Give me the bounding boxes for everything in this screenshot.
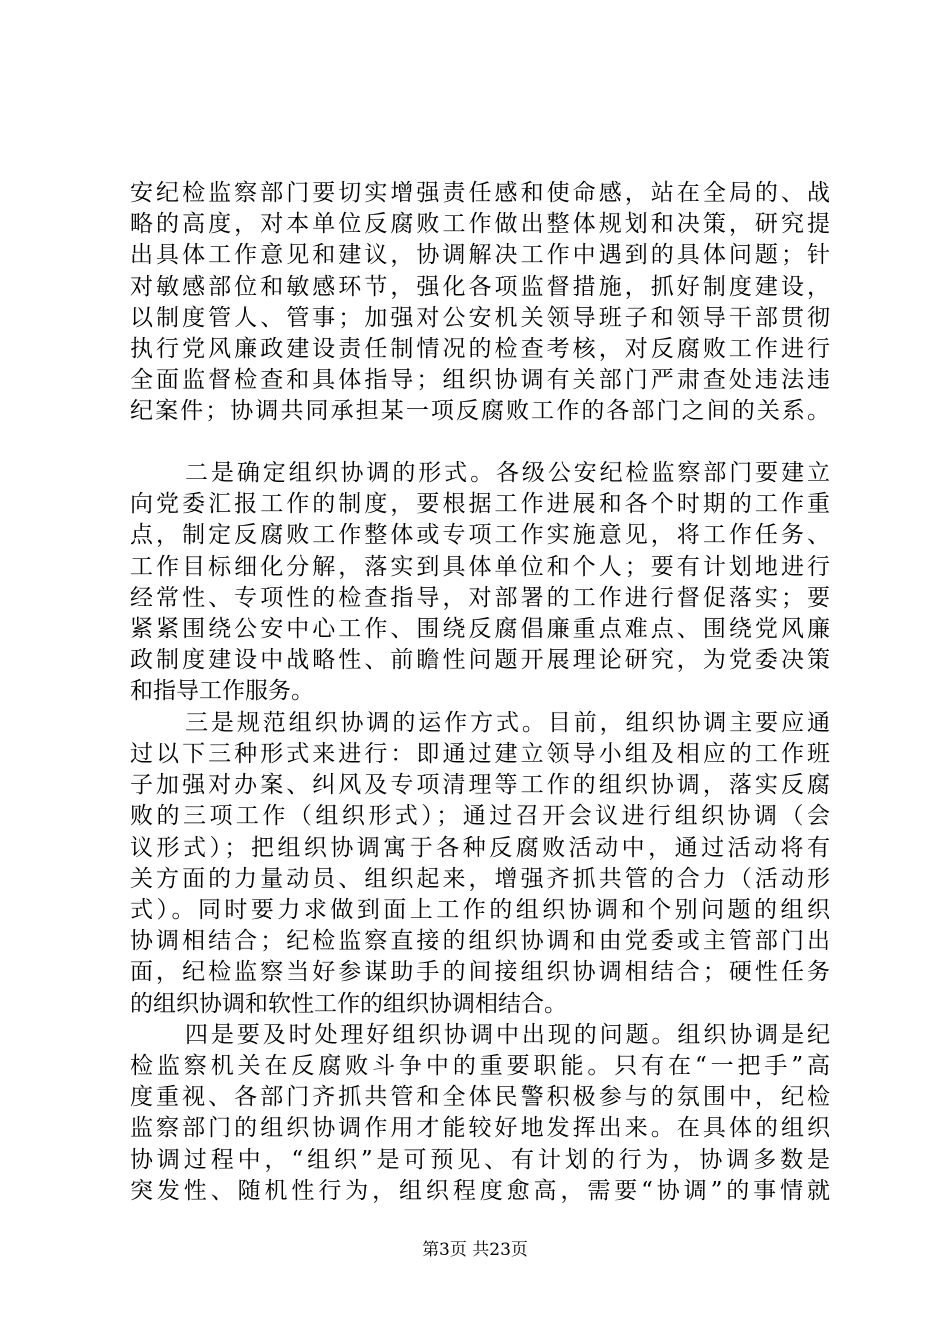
paragraph-line: 的组织协调和软性工作的组织协调相结合。 <box>130 990 567 1017</box>
paragraph-line: 突发性、随机性行为，组织程度愈高，需要“协调”的事情就 <box>130 1177 830 1204</box>
paragraph-line: 政制度建设中战略性、前瞻性问题开展理论研究，为党委决策 <box>130 647 830 674</box>
paragraph-line: 三是规范组织协调的运作方式。目前，组织协调主要应通 <box>185 709 830 736</box>
page-number-footer: 第3页 共23页 <box>422 1240 528 1260</box>
paragraph-line: 二是确定组织协调的形式。各级公安纪检监察部门要建立 <box>185 460 830 487</box>
paragraph-line: 安纪检监察部门要切实增强责任感和使命感，站在全局的、战 <box>130 180 830 206</box>
paragraph-line: 过以下三种形式来进行：即通过建立领导小组及相应的工作班 <box>130 740 830 767</box>
paragraph-line: 和指导工作服务。 <box>130 678 314 705</box>
paragraph-line: 败的三项工作（组织形式）；通过召开会议进行组织协调（会 <box>130 803 830 830</box>
paragraph-line: 关方面的力量动员、组织起来，增强齐抓共管的合力（活动形 <box>130 865 830 892</box>
paragraph-line: 四是要及时处理好组织协调中出现的问题。组织协调是纪 <box>185 1021 830 1048</box>
paragraph-line: 协调过程中，“组织”是可预见、有计划的行为，协调多数是 <box>130 1146 830 1173</box>
paragraph-line: 点，制定反腐败工作整体或专项工作实施意见，将工作任务、 <box>130 522 830 549</box>
paragraph-line: 纪案件；协调共同承担某一项反腐败工作的各部门之间的关系。 <box>130 398 830 425</box>
paragraph-line: 检监察机关在反腐败斗争中的重要职能。只有在“一把手”高 <box>130 1052 830 1079</box>
paragraph-line: 略的高度，对本单位反腐败工作做出整体规划和决策，研究提 <box>130 211 830 238</box>
paragraph-line: 向党委汇报工作的制度，要根据工作进展和各个时期的工作重 <box>130 491 830 518</box>
paragraph-line: 监察部门的组织协调作用才能较好地发挥出来。在具体的组织 <box>130 1115 830 1142</box>
paragraph-line: 协调相结合；纪检监察直接的组织协调和由党委或主管部门出 <box>130 928 830 955</box>
paragraph-line: 议形式）；把组织协调寓于各种反腐败活动中，通过活动将有 <box>130 834 830 861</box>
paragraph-line: 子加强对办案、纠风及专项清理等工作的组织协调，落实反腐 <box>130 772 830 799</box>
paragraph-line: 紧紧围绕公安中心工作、围绕反腐倡廉重点难点、围绕党风廉 <box>130 616 830 643</box>
paragraph-line: 式）。同时要力求做到面上工作的组织协调和个别问题的组织 <box>130 896 830 923</box>
paragraph-line: 出具体工作意见和建议，协调解决工作中遇到的具体问题；针 <box>130 242 830 269</box>
paragraph-line: 执行党风廉政建设责任制情况的检查考核，对反腐败工作进行 <box>130 336 830 363</box>
paragraph-line: 以制度管人、管事；加强对公安机关领导班子和领导干部贯彻 <box>130 304 830 331</box>
paragraph-line: 全面监督检查和具体指导；组织协调有关部门严肃查处违法违 <box>130 367 830 394</box>
paragraph-line: 经常性、专项性的检查指导，对部署的工作进行督促落实；要 <box>130 584 830 611</box>
paragraph-line: 度重视、各部门齐抓共管和全体民警积极参与的氛围中，纪检 <box>130 1084 830 1111</box>
paragraph-line: 面，纪检监察当好参谋助手的间接组织协调相结合；硬性任务 <box>130 959 830 986</box>
paragraph-line: 工作目标细化分解，落实到具体单位和个人；要有计划地进行 <box>130 553 830 580</box>
paragraph-line: 对敏感部位和敏感环节，强化各项监督措施，抓好制度建设， <box>130 273 830 300</box>
